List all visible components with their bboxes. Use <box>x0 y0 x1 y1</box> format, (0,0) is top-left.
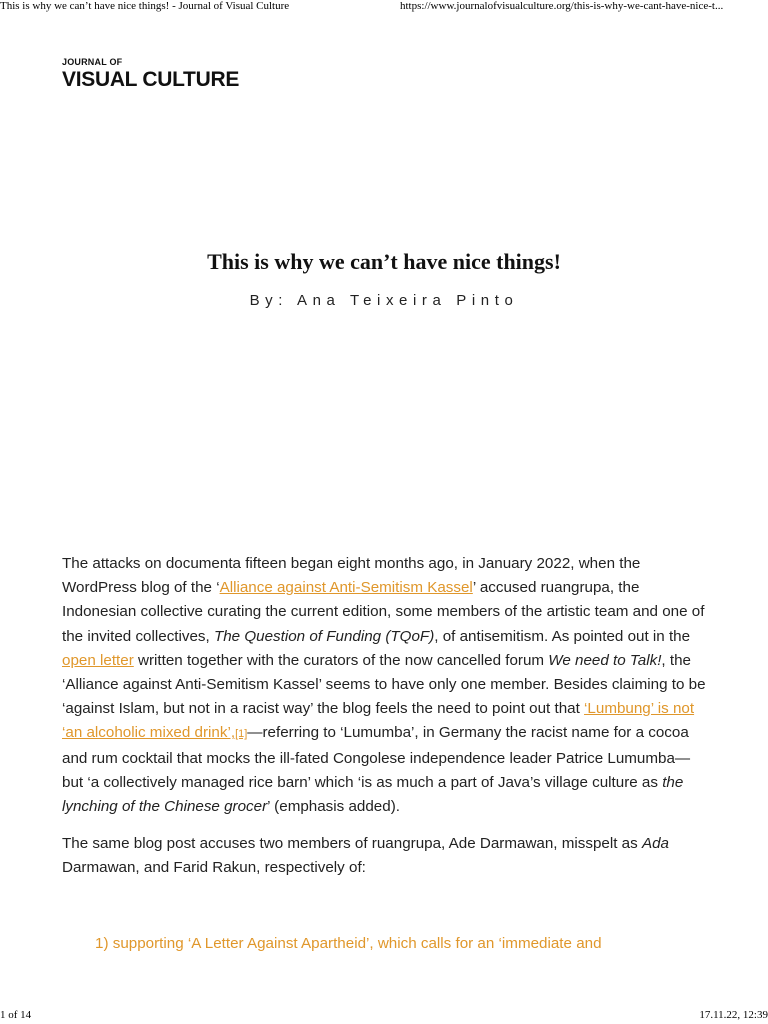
paragraph-2-text-1: The same blog post accuses two members of ruangrupa, Ade Darmawan, misspelt as <box>62 835 642 852</box>
paragraph-1-text-7: ’ (emphasis added). <box>267 798 400 816</box>
article-title: This is why we can’t have nice things! <box>207 249 561 274</box>
page-count: 1 of 14 <box>0 1009 32 1021</box>
lumbung-link[interactable]: ‘Lumbung’ is not ‘an alcoholic mixed drink’, <box>62 700 695 742</box>
paragraph-2 <box>62 832 707 880</box>
paragraph-1 <box>62 552 707 819</box>
tqof-emphasis: The Question of Funding (TQoF) <box>213 627 435 645</box>
open-letter-link[interactable]: open letter <box>62 651 134 669</box>
paragraph-1-text-6: —referring to ‘Lumumba’, in Germany the racist name for a cocoa and rum cocktail that mocks the ill-fated Congolese independence leader Patrice Lumumba—but ‘a collectively managed rice barn’ which ‘is as much a part of Java’s village culture as <box>62 724 691 791</box>
ada-emphasis: Ada <box>641 835 669 852</box>
paragraph-1-text-5: , the ‘Alliance against Anti-Semitism Kassel’ seems to have only one member. Besides claiming to be ‘against Islam, but not in a racist way’ the blog feels the need to point out that <box>62 651 706 718</box>
footnote-1-link[interactable]: [1] <box>235 728 248 741</box>
list-item-1: 1) supporting ‘A Letter Against Apartheid’, which calls for an ‘immediate and <box>95 935 602 952</box>
logo-main-text: VISUAL CULTURE <box>62 68 240 91</box>
journal-logo[interactable] <box>62 57 239 91</box>
print-footer <box>0 1009 768 1024</box>
print-header-url: https://www.journalofvisualculture.org/this-is-why-we-cant-have-nice-t... <box>400 0 724 12</box>
logo-top-text: JOURNAL OF <box>62 57 123 67</box>
forum-emphasis: We need to Talk! <box>548 651 662 669</box>
paragraph-2-text-2: Darmawan, and Farid Rakun, respectively of: <box>62 859 366 877</box>
print-header <box>0 0 768 14</box>
alliance-link[interactable]: Alliance against Anti-Semitism Kassel <box>219 579 473 597</box>
paragraph-1-text-4: written together with the curators of the now cancelled forum <box>133 651 549 669</box>
lynching-emphasis: the lynching of the Chinese grocer <box>62 773 684 816</box>
article-byline: By: Ana Teixeira Pinto <box>249 292 519 309</box>
paragraph-1-text-3: , of antisemitism. As pointed out in the <box>434 627 691 645</box>
paragraph-1-text-1: The attacks on documenta fifteen began eight months ago, in January 2022, when the WordPress blog of the ‘ <box>62 555 641 597</box>
print-datetime: 17.11.22, 12:39 <box>699 1009 768 1021</box>
paragraph-1-text-2: ’ accused ruangrupa, the Indonesian collective curating the current edition, some members of the artistic team and one of the invited collectives, <box>62 579 705 645</box>
print-header-title: This is why we can’t have nice things! - Journal of Visual Culture <box>0 0 290 12</box>
